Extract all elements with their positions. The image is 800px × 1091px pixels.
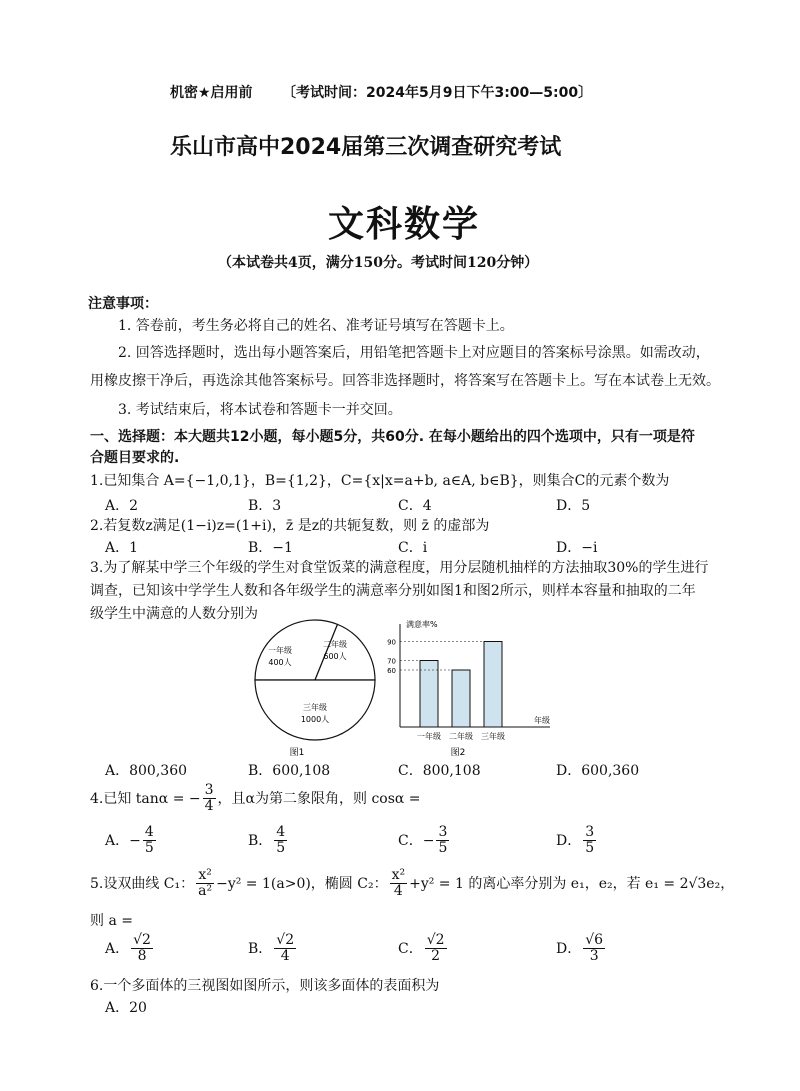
note-2-line1: 2. 回答选择题时，选出每小题答案后，用铅笔把答题卡上对应题目的答案标号涂黑。如需改动，: [118, 345, 710, 361]
q4-num: 3: [204, 782, 214, 798]
note-1: 1. 答卷前，考生务必将自己的姓名、准考证号填写在答题卡上。: [118, 318, 514, 334]
bar-3: [484, 642, 502, 728]
bar-2: [452, 670, 470, 727]
q5-b-frac: [274, 933, 296, 963]
notes-heading: 注意事项：: [88, 296, 158, 312]
q5-stem-line2: 则 a =: [90, 913, 133, 929]
q5-hyp-num: x²: [198, 867, 212, 883]
section1-line2: 合题目要求的.: [90, 450, 180, 466]
q5-hyp-den: a²: [198, 882, 213, 899]
pie-value-label: 600人: [323, 652, 347, 661]
q4-d-frac: [583, 825, 596, 855]
exam-info: （本试卷共4页，满分150分。考试时间120分钟）: [218, 255, 539, 271]
figure2-bar-chart: [378, 615, 558, 765]
note-2-line2: 用橡皮擦干净后，再选涂其他答案标号。回答非选择题时，将答案写在答题卡上。写在本试卷上无效。: [90, 373, 720, 389]
q5-a-label: A．: [105, 941, 130, 958]
q5-d-frac: [583, 933, 605, 963]
y-tick-label: 60: [387, 667, 396, 675]
q4-c-frac: [436, 825, 449, 855]
q5-stem-suffix: +y² = 1 的离心率分别为 e₁，e₂，若 e₁ = 2√3e₂，: [409, 876, 735, 893]
q5-c-frac: [425, 933, 447, 963]
q4-fraction: [203, 783, 216, 813]
q5-b-label: B．: [248, 941, 273, 958]
note-3: 3. 考试结束后，将本试卷和答题卡一并交回。: [118, 402, 402, 418]
q4-option-a: [105, 825, 158, 855]
q3-stem-line1: 3.为了解某中学三个年级的学生对食堂饭菜的满意程度，用分层随机抽样的方法抽取30%的学生进行: [90, 560, 709, 576]
figure1-caption: 图1: [289, 748, 305, 758]
q5-stem: [90, 868, 734, 898]
q5-b-num: √2: [276, 932, 295, 948]
figure1-pie-chart: [250, 615, 380, 765]
q3-option-a: A．800,360: [105, 763, 188, 779]
bar-category-label: 一年级: [417, 732, 441, 741]
exam-time: 〔考试时间：2024年5月9日下午3:00—5:00〕: [282, 85, 593, 101]
q5-stem-prefix: 5.设双曲线 C₁：: [90, 876, 195, 893]
pie-value-label: 400人: [268, 658, 292, 667]
q5-c-num: √2: [426, 932, 445, 948]
q2-stem: 2.若复数z满足(1−i)z=(1+i)，z̄ 是z的共轭复数，则 z̄ 的虚部为: [90, 518, 490, 534]
y-axis-label: 满意率%: [406, 620, 438, 629]
q2-option-a: A．1: [105, 540, 139, 556]
pie-value-label: 1000人: [300, 715, 330, 724]
bar-1: [420, 661, 438, 728]
q5-d-label: D．: [556, 941, 582, 958]
q4-a-frac: [143, 825, 156, 855]
q6-stem: 6.一个多面体的三视图如图所示，则该多面体的表面积为: [90, 978, 440, 994]
figure2-caption: 图2: [450, 748, 466, 758]
q5-a-frac: [131, 933, 153, 963]
q1-option-c: C．4: [398, 498, 432, 514]
q6-option-a: A．20: [105, 1000, 147, 1016]
q4-b-num: 4: [276, 824, 286, 840]
q5-option-a: [105, 933, 155, 963]
q3-stem-line3: 级学生中满意的人数分别为: [90, 606, 258, 622]
confidential-label: 机密★启用前: [170, 85, 253, 101]
q4-d-label: D．: [556, 833, 582, 850]
q3-option-b: B．600,108: [248, 763, 331, 779]
q5-option-d: [556, 933, 607, 963]
q4-stem-prefix: 4.已知 tanα = −: [90, 791, 201, 808]
q4-option-d: [556, 825, 598, 855]
q4-c-den: 5: [438, 839, 448, 856]
pie-slices: [255, 620, 375, 740]
q4-b-frac: [274, 825, 287, 855]
q2-option-b: B．−1: [248, 540, 293, 556]
y-tick-label: 90: [387, 638, 396, 647]
subject-title: 文科数学: [328, 204, 481, 245]
q5-b-den: 4: [280, 947, 290, 964]
q4-option-b: [248, 825, 289, 855]
q4-c-label: C．−: [398, 833, 435, 850]
bar-category-label: 二年级: [449, 732, 473, 741]
pie-category-label: 三年级: [303, 703, 327, 712]
q3-option-d: D．600,360: [556, 763, 640, 779]
q5-option-b: [248, 933, 298, 963]
q5-stem-mid: −y² = 1(a>0)，椭圆 C₂：: [216, 876, 388, 893]
q5-ell-den: 4: [393, 882, 403, 899]
section1-line1: 一、选择题：本大题共12小题，每小题5分，共60分. 在每小题给出的四个选项中，只有一项是符: [90, 429, 695, 445]
q4-d-den: 5: [585, 839, 595, 856]
q4-d-num: 3: [585, 824, 595, 840]
q3-option-c: C．800,108: [398, 763, 481, 779]
q4-a-num: 4: [144, 824, 154, 840]
q5-d-den: 3: [589, 947, 599, 964]
q4-stem-suffix: ，且α为第二象限角，则 cosα =: [217, 791, 421, 808]
q4-a-label: A．−: [105, 833, 141, 850]
q1-option-a: A．2: [105, 498, 139, 514]
q2-option-d: D．−i: [556, 540, 598, 556]
q1-stem: 1.已知集合 A={−1,0,1}，B={1,2}，C={x|x=a+b, a∈A, b∈B}，则集合C的元素个数为: [90, 473, 670, 489]
q4-den: 4: [204, 797, 214, 814]
q5-c-label: C．: [398, 941, 423, 958]
bar-category-label: 三年级: [481, 732, 505, 741]
pie-category-label: 二年级: [323, 640, 347, 649]
bar-marks: [387, 619, 550, 741]
pie-category-label: 一年级: [268, 646, 292, 655]
exam-title: 乐山市高中2024届第三次调查研究考试: [170, 135, 562, 160]
q5-d-num: √6: [585, 932, 604, 948]
q2-option-c: C．i: [398, 540, 428, 556]
q4-b-den: 5: [276, 839, 286, 856]
q4-c-num: 3: [438, 824, 448, 840]
q4-a-den: 5: [144, 839, 154, 856]
q4-b-label: B．: [248, 833, 273, 850]
q5-a-den: 8: [137, 947, 147, 964]
q1-option-d: D．5: [556, 498, 591, 514]
y-tick-label: 70: [387, 657, 396, 666]
q1-option-b: B．3: [248, 498, 282, 514]
q5-option-c: [398, 933, 449, 963]
q5-ell-num: x²: [391, 867, 406, 883]
q4-stem: [90, 783, 421, 813]
q3-stem-line2: 调查，已知该中学学生人数和各年级学生的满意率分别如图1和图2所示，则样本容量和抽取的二年: [90, 583, 696, 599]
x-axis-label: 年级: [534, 716, 550, 725]
q5-ellipse-frac: [390, 868, 408, 898]
q5-c-den: 2: [431, 947, 441, 964]
q5-hyperbola-frac: [196, 868, 214, 898]
q5-a-num: √2: [133, 932, 151, 948]
q4-option-c: [398, 825, 451, 855]
